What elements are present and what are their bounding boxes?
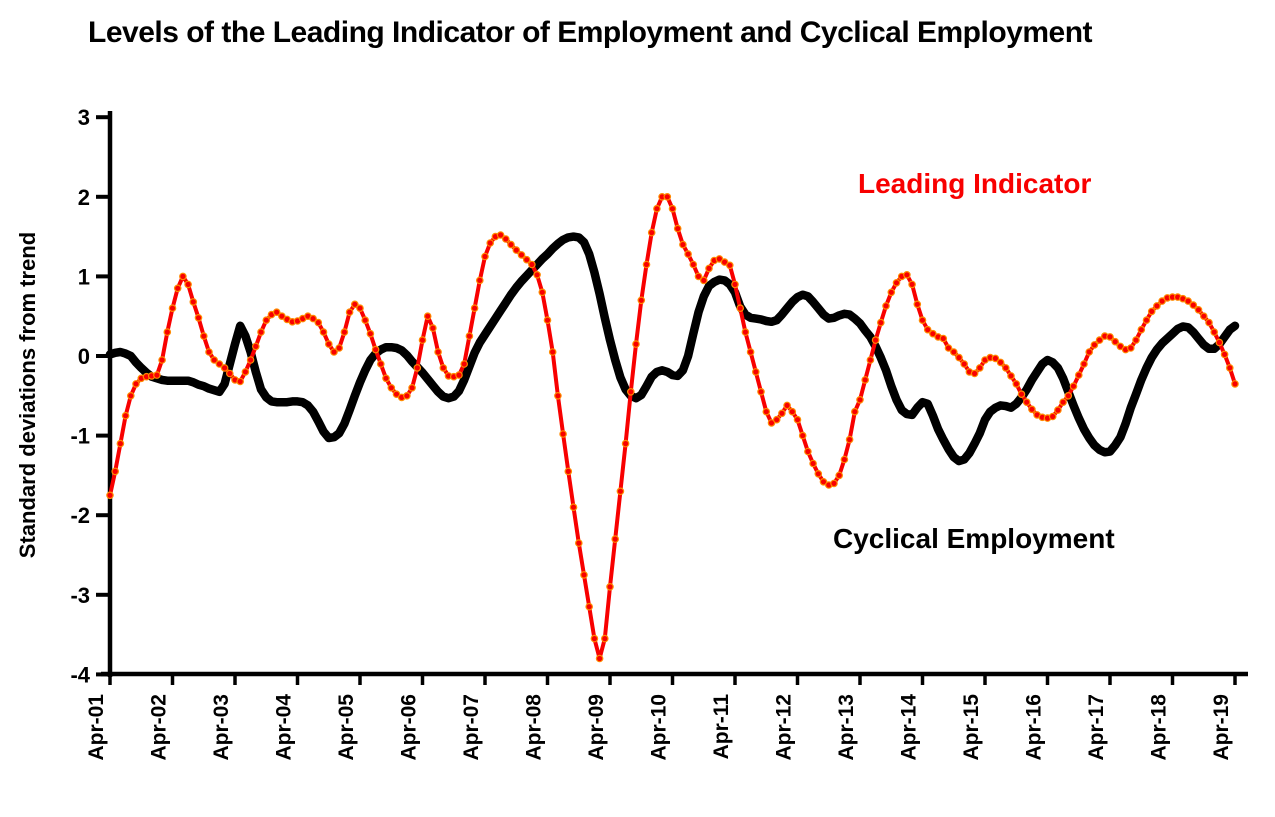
series-marker <box>888 289 894 295</box>
series-marker <box>419 337 425 343</box>
series-marker <box>1076 372 1082 378</box>
series-marker <box>1003 365 1009 371</box>
y-tick-label: 1 <box>77 264 90 290</box>
x-tick-label: Apr-14 <box>897 694 921 761</box>
series-marker <box>378 361 384 367</box>
series-marker <box>612 536 618 542</box>
series-marker <box>477 277 483 283</box>
series-marker <box>1060 399 1066 405</box>
series-marker <box>534 272 540 278</box>
series-marker <box>1149 308 1155 314</box>
series-marker <box>872 337 878 343</box>
series-marker <box>1201 313 1207 319</box>
series-marker <box>1070 383 1076 389</box>
series-marker <box>175 285 181 291</box>
series-marker <box>471 305 477 311</box>
x-tick-label: Apr-08 <box>522 694 546 761</box>
x-tick-label: Apr-11 <box>710 694 733 760</box>
x-tick-label: Apr-07 <box>460 694 483 761</box>
series-marker <box>242 369 248 375</box>
series-marker <box>159 357 165 363</box>
series-marker <box>1221 351 1227 357</box>
legend-cyclical-employment: Cyclical Employment <box>833 523 1115 554</box>
series-marker <box>1081 361 1087 367</box>
series-marker <box>940 335 946 341</box>
series-marker <box>117 440 123 446</box>
x-tick-label: Apr-10 <box>647 694 671 761</box>
series-marker <box>622 440 628 446</box>
series-marker <box>576 540 582 546</box>
series-marker <box>1112 339 1118 345</box>
x-tick-label: Apr-12 <box>772 694 796 761</box>
series-marker <box>602 635 608 641</box>
series-marker <box>758 389 764 395</box>
series-marker <box>977 365 983 371</box>
series-marker <box>956 354 962 360</box>
series-marker <box>513 247 519 253</box>
series-marker <box>794 417 800 423</box>
series-marker <box>326 341 332 347</box>
series-marker <box>518 252 524 258</box>
series-marker <box>664 194 670 200</box>
series-marker <box>544 317 550 323</box>
series-marker <box>1023 399 1029 405</box>
x-tick-label: Apr-18 <box>1147 694 1171 761</box>
series-marker <box>1232 381 1238 387</box>
series-marker <box>1018 391 1024 397</box>
series-marker <box>867 357 873 363</box>
series-marker <box>997 359 1003 365</box>
series-marker <box>1008 373 1014 379</box>
series-line-cyclical-employment <box>110 237 1235 462</box>
y-tick-label: 3 <box>77 105 90 131</box>
x-tick-label: Apr-17 <box>1085 694 1108 761</box>
series-marker <box>466 333 472 339</box>
series-marker <box>779 410 785 416</box>
y-tick-label: -1 <box>70 423 90 449</box>
series-marker <box>1086 349 1092 355</box>
series-marker <box>258 329 264 335</box>
series-marker <box>643 261 649 267</box>
series-marker <box>154 372 160 378</box>
series-marker <box>221 365 227 371</box>
series-marker <box>346 309 352 315</box>
series-marker <box>971 370 977 376</box>
series-marker <box>508 241 514 247</box>
series-marker <box>951 349 957 355</box>
series-marker <box>414 365 420 371</box>
series-marker <box>852 409 858 415</box>
series-marker <box>1227 365 1233 371</box>
series-marker <box>810 460 816 466</box>
series-marker <box>654 206 660 212</box>
x-tick-label: Apr-13 <box>835 694 858 761</box>
series-marker <box>487 240 493 246</box>
x-tick-label: Apr-19 <box>1210 694 1233 761</box>
series-marker <box>1138 327 1144 333</box>
series-marker <box>904 272 910 278</box>
series-marker <box>1195 307 1201 313</box>
x-tick-label: Apr-06 <box>397 694 421 761</box>
series-marker <box>341 329 347 335</box>
y-tick-label: 0 <box>77 344 90 369</box>
series-marker <box>456 372 462 378</box>
series-marker <box>675 225 681 231</box>
x-tick-label: Apr-16 <box>1022 694 1046 761</box>
series-marker <box>607 584 613 590</box>
series-marker <box>185 281 191 287</box>
series-marker <box>633 341 639 347</box>
series-marker <box>878 319 884 325</box>
series-marker <box>638 297 644 303</box>
y-tick-label: -3 <box>70 582 90 608</box>
series-marker <box>763 409 769 415</box>
series-marker <box>164 329 170 335</box>
series-marker <box>180 273 186 279</box>
series-marker <box>237 378 243 384</box>
series-marker <box>1133 337 1139 343</box>
series-marker <box>690 261 696 267</box>
series-marker <box>1211 329 1217 335</box>
series-marker <box>617 488 623 494</box>
series-marker <box>383 375 389 381</box>
legend-leading-indicator: Leading Indicator <box>858 168 1092 199</box>
series-marker <box>263 317 269 323</box>
series-marker <box>789 409 795 415</box>
series-marker <box>550 349 556 355</box>
series-marker <box>831 480 837 486</box>
series-marker <box>1128 345 1134 351</box>
y-axis-title: Standard deviations from trend <box>15 231 40 559</box>
series-marker <box>388 385 394 391</box>
series-marker <box>737 305 743 311</box>
x-tick-label: Apr-09 <box>585 694 608 761</box>
series-marker <box>669 206 675 212</box>
series-marker <box>206 349 212 355</box>
series-marker <box>315 319 321 325</box>
series-marker <box>1190 302 1196 308</box>
series-marker <box>893 280 899 286</box>
series-marker <box>440 365 446 371</box>
series-marker <box>727 262 733 268</box>
series-marker <box>524 257 530 263</box>
series-marker <box>320 329 326 335</box>
series-marker <box>435 349 441 355</box>
series-marker <box>649 229 655 235</box>
series-marker <box>805 448 811 454</box>
series-marker <box>367 331 373 337</box>
series-marker <box>836 472 842 478</box>
series-marker <box>565 468 571 474</box>
series-marker <box>841 456 847 462</box>
series-marker <box>753 369 759 375</box>
series-marker <box>919 317 925 323</box>
series-marker <box>190 299 196 305</box>
chart-title: Levels of the Leading Indicator of Employment and Cyclical Employment <box>88 16 1093 49</box>
series-marker <box>425 313 431 319</box>
series-marker <box>1029 406 1035 412</box>
series-marker <box>404 393 410 399</box>
series-marker <box>539 289 545 295</box>
series-marker <box>128 393 134 399</box>
series-marker <box>1154 303 1160 309</box>
series-marker <box>747 349 753 355</box>
series-marker <box>1107 334 1113 340</box>
x-tick-label: Apr-05 <box>335 694 358 761</box>
series-marker <box>112 468 118 474</box>
series-marker <box>706 265 712 271</box>
series-marker <box>784 402 790 408</box>
series-marker <box>195 315 201 321</box>
series-marker <box>133 381 139 387</box>
series-marker <box>586 604 592 610</box>
series-marker <box>555 393 561 399</box>
series-marker <box>857 397 863 403</box>
series-marker <box>628 389 634 395</box>
series-marker <box>680 241 686 247</box>
series-marker <box>914 301 920 307</box>
series-marker <box>529 261 535 267</box>
series-marker <box>201 333 207 339</box>
x-tick-label: Apr-01 <box>85 694 108 761</box>
series-marker <box>1013 381 1019 387</box>
series-marker <box>1091 342 1097 348</box>
series-marker <box>372 346 378 352</box>
x-tick-label: Apr-04 <box>272 694 296 761</box>
series-marker <box>581 572 587 578</box>
series-marker <box>961 361 967 367</box>
x-tick-label: Apr-02 <box>147 694 171 761</box>
series-marker <box>430 325 436 331</box>
series-marker <box>247 357 253 363</box>
series-marker <box>1055 407 1061 413</box>
y-tick-label: 2 <box>77 184 90 210</box>
x-tick-label: Apr-15 <box>960 694 983 761</box>
series-marker <box>732 281 738 287</box>
series-marker <box>122 413 128 419</box>
series-marker <box>742 329 748 335</box>
series-marker <box>815 471 821 477</box>
series-marker <box>1216 339 1222 345</box>
series-marker <box>482 253 488 259</box>
series-marker <box>503 236 509 242</box>
series-marker <box>685 251 691 257</box>
series-line-leading-indicator <box>110 197 1235 659</box>
series-marker <box>362 317 368 323</box>
series-marker <box>461 361 467 367</box>
series-marker <box>883 303 889 309</box>
series-marker <box>1050 413 1056 419</box>
y-tick-label: -2 <box>70 503 90 529</box>
series-marker <box>1143 317 1149 323</box>
series-marker <box>357 305 363 311</box>
series-marker <box>169 305 175 311</box>
series-marker <box>570 504 576 510</box>
series-marker <box>253 343 259 349</box>
series-marker <box>701 277 707 283</box>
series-marker <box>909 281 915 287</box>
series-marker <box>800 432 806 438</box>
series-marker <box>1206 319 1212 325</box>
series-marker <box>560 431 566 437</box>
series-marker <box>227 370 233 376</box>
series-marker <box>774 417 780 423</box>
series-marker <box>596 655 602 661</box>
y-tick-label: -4 <box>70 662 90 688</box>
series-marker <box>846 436 852 442</box>
x-tick-label: Apr-03 <box>210 694 233 761</box>
series-marker <box>862 377 868 383</box>
series-marker <box>107 492 113 498</box>
series-marker <box>336 345 342 351</box>
series-marker <box>409 385 415 391</box>
series-marker <box>591 635 597 641</box>
series-marker <box>1065 393 1071 399</box>
